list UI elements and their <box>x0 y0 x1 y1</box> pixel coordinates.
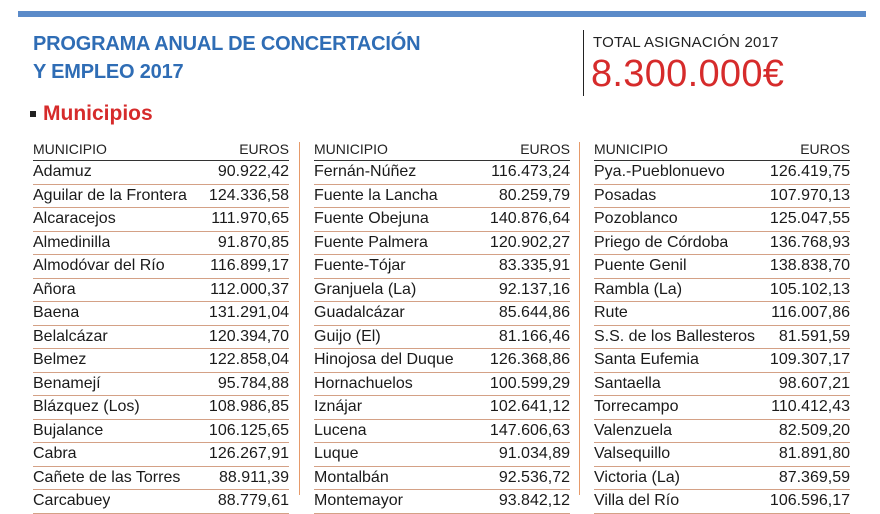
municipio-name: Rambla (La) <box>594 280 683 298</box>
table-row <box>314 279 570 303</box>
table-row <box>33 302 289 326</box>
column-divider <box>579 142 580 495</box>
table-row <box>594 185 850 209</box>
table-row <box>314 349 570 373</box>
top-accent-bar <box>18 11 866 17</box>
title-line-2: Y EMPLEO 2017 <box>33 61 184 83</box>
table-row <box>33 396 289 420</box>
municipio-name: Fuente Palmera <box>314 233 428 251</box>
euros-value: 112.000,37 <box>210 280 289 298</box>
table-row <box>33 185 289 209</box>
municipio-name: Guadalcázar <box>314 304 405 321</box>
municipio-name: Alcaracejos <box>33 210 116 227</box>
euros-value: 124.336,58 <box>208 186 289 204</box>
euros-value: 120.902,27 <box>489 233 570 251</box>
municipio-name: Puente Genil <box>594 257 687 274</box>
municipio-name: Blázquez (Los) <box>33 398 140 415</box>
table-row <box>594 279 850 303</box>
municipio-name: Santaella <box>594 374 661 392</box>
table-row <box>594 396 850 420</box>
municipio-name: Almedinilla <box>33 233 111 251</box>
municipio-name: Montalbán <box>314 468 389 486</box>
euros-value: 125.047,55 <box>769 210 850 227</box>
euros-value: 107.970,13 <box>769 186 850 204</box>
municipio-name: Guijo (El) <box>314 327 381 345</box>
municipio-name: Victoria (La) <box>594 468 680 486</box>
table-column-3 <box>594 138 850 514</box>
municipio-name: Priego de Córdoba <box>594 233 729 251</box>
table-row <box>314 490 570 514</box>
table-row <box>33 490 289 514</box>
municipio-name: Granjuela (La) <box>314 280 417 298</box>
table-row <box>314 467 570 491</box>
header-euros: EUROS <box>239 141 289 157</box>
municipio-name: Belalcázar <box>33 327 108 345</box>
table-row <box>314 255 570 279</box>
euros-value: 136.768,93 <box>769 233 850 251</box>
table-row <box>314 232 570 256</box>
municipio-name: Rute <box>594 304 628 321</box>
euros-value: 126.267,91 <box>208 445 289 462</box>
section-label: Municipios <box>43 102 153 125</box>
municipio-name: Aguilar de la Frontera <box>33 186 187 204</box>
municipio-name: Villa del Río <box>594 492 680 509</box>
table-header <box>594 138 850 161</box>
euros-value: 87.369,59 <box>778 468 850 486</box>
euros-value: 80.259,79 <box>498 186 570 204</box>
table-row <box>594 232 850 256</box>
total-value: 8.300.000€ <box>591 53 785 95</box>
table-row <box>594 467 850 491</box>
municipio-name: Fuente la Lancha <box>314 186 438 204</box>
euros-value: 140.876,64 <box>489 210 570 227</box>
euros-value: 111.970,65 <box>211 210 289 227</box>
euros-value: 131.291,04 <box>208 304 289 321</box>
municipio-name: Montemayor <box>314 492 403 509</box>
euros-value: 108.986,85 <box>208 398 289 415</box>
table-row <box>314 420 570 444</box>
municipio-name: Hornachuelos <box>314 374 413 392</box>
euros-value: 120.394,70 <box>208 327 289 345</box>
euros-value: 116.007,86 <box>771 304 850 321</box>
table-row <box>314 161 570 185</box>
municipio-name: Santa Eufemia <box>594 351 699 368</box>
header-municipio: MUNICIPIO <box>594 141 668 157</box>
municipio-name: Cañete de las Torres <box>33 468 181 486</box>
euros-value: 85.644,86 <box>498 304 570 321</box>
euros-value: 100.599,29 <box>489 374 570 392</box>
table-row <box>33 420 289 444</box>
table-row <box>594 208 850 232</box>
municipio-name: S.S. de los Ballesteros <box>594 327 755 345</box>
header-euros: EUROS <box>520 141 570 157</box>
municipio-name: Carcabuey <box>33 492 111 509</box>
municipio-name: Posadas <box>594 186 657 204</box>
euros-value: 92.137,16 <box>498 280 570 298</box>
section-heading <box>30 102 153 126</box>
euros-value: 88.779,61 <box>217 492 289 509</box>
municipio-name: Fuente Obejuna <box>314 210 429 227</box>
municipio-name: Luque <box>314 445 359 462</box>
table-row <box>594 420 850 444</box>
table-row <box>594 373 850 397</box>
municipio-name: Adamuz <box>33 163 92 180</box>
euros-value: 110.412,43 <box>771 398 850 415</box>
table-row <box>33 467 289 491</box>
euros-value: 109.307,17 <box>769 351 850 368</box>
euros-value: 81.891,80 <box>778 445 850 462</box>
table-row <box>594 161 850 185</box>
table-row <box>33 373 289 397</box>
euros-value: 126.368,86 <box>489 351 570 368</box>
euros-value: 83.335,91 <box>498 257 570 274</box>
euros-value: 147.606,63 <box>489 421 570 439</box>
municipio-name: Pya.-Pueblonuevo <box>594 163 725 180</box>
euros-value: 90.922,42 <box>217 163 289 180</box>
municipio-name: Valsequillo <box>594 445 671 462</box>
municipio-name: Benamejí <box>33 374 101 392</box>
table-row <box>314 373 570 397</box>
table-row <box>594 255 850 279</box>
euros-value: 105.102,13 <box>769 280 850 298</box>
municipio-name: Almodóvar del Río <box>33 257 165 274</box>
table-row <box>314 396 570 420</box>
column-divider <box>299 142 300 495</box>
municipio-name: Bujalance <box>33 421 104 439</box>
table-row <box>314 185 570 209</box>
municipio-name: Baena <box>33 304 80 321</box>
table-header <box>33 138 289 161</box>
table-column-1 <box>33 138 289 514</box>
euros-value: 92.536,72 <box>498 468 570 486</box>
euros-value: 116.899,17 <box>210 257 289 274</box>
municipio-name: Iznájar <box>314 398 363 415</box>
table-row <box>33 279 289 303</box>
table-row <box>594 349 850 373</box>
euros-value: 106.125,65 <box>208 421 289 439</box>
municipio-name: Pozoblanco <box>594 210 678 227</box>
euros-value: 138.838,70 <box>769 257 850 274</box>
municipio-name: Fernán-Núñez <box>314 163 417 180</box>
table-row <box>314 302 570 326</box>
table-row <box>33 326 289 350</box>
euros-value: 116.473,24 <box>491 163 570 180</box>
euros-value: 98.607,21 <box>778 374 850 392</box>
table-row <box>594 443 850 467</box>
euros-value: 102.641,12 <box>489 398 570 415</box>
title-line-1: PROGRAMA ANUAL DE CONCERTACIÓN <box>33 33 421 55</box>
page-title <box>33 30 573 86</box>
table-column-2 <box>314 138 570 514</box>
total-divider <box>583 30 584 96</box>
table-header <box>314 138 570 161</box>
header-euros: EUROS <box>800 141 850 157</box>
table-row <box>594 326 850 350</box>
euros-value: 81.591,59 <box>778 327 850 345</box>
table-row <box>594 490 850 514</box>
table-row <box>314 326 570 350</box>
euros-value: 122.858,04 <box>208 351 289 368</box>
table-row <box>33 232 289 256</box>
table-row <box>33 443 289 467</box>
euros-value: 106.596,17 <box>769 492 850 509</box>
euros-value: 88.911,39 <box>219 468 289 486</box>
euros-value: 95.784,88 <box>217 374 289 392</box>
euros-value: 126.419,75 <box>769 163 850 180</box>
municipio-name: Torrecampo <box>594 398 679 415</box>
municipio-name: Cabra <box>33 445 77 462</box>
euros-value: 82.509,20 <box>778 421 850 439</box>
table-row <box>33 208 289 232</box>
municipio-name: Belmez <box>33 351 87 368</box>
table-row <box>314 208 570 232</box>
table-row <box>314 443 570 467</box>
table-row <box>33 349 289 373</box>
euros-value: 91.870,85 <box>217 233 289 251</box>
total-label: TOTAL ASIGNACIÓN 2017 <box>593 34 779 51</box>
header-municipio: MUNICIPIO <box>314 141 388 157</box>
municipio-name: Añora <box>33 280 76 298</box>
euros-value: 81.166,46 <box>498 327 570 345</box>
table-row <box>594 302 850 326</box>
euros-value: 91.034,89 <box>498 445 570 462</box>
header-municipio: MUNICIPIO <box>33 141 107 157</box>
municipio-name: Lucena <box>314 421 367 439</box>
municipio-name: Fuente-Tójar <box>314 257 406 274</box>
table-row <box>33 161 289 185</box>
table-row <box>33 255 289 279</box>
euros-value: 93.842,12 <box>498 492 570 509</box>
municipio-name: Valenzuela <box>594 421 672 439</box>
square-bullet-icon <box>30 111 36 117</box>
municipio-name: Hinojosa del Duque <box>314 351 454 368</box>
